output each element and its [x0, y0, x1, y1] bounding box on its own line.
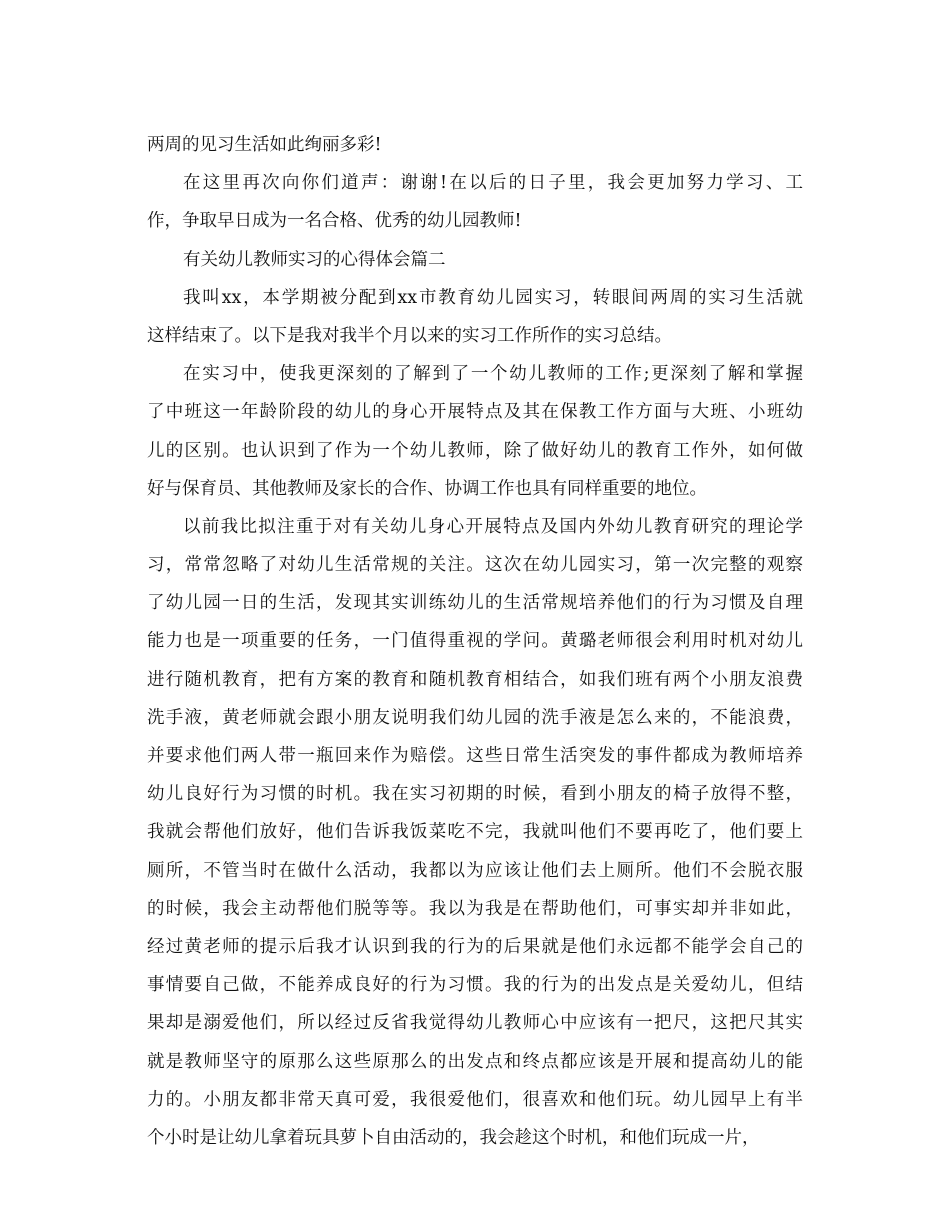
text-line: 厕所，不管当时在做什么活动，我都以为应该让他们去上厕所。他们不会脱衣服 — [147, 860, 803, 881]
paragraph — [147, 508, 803, 1157]
paragraph — [147, 241, 803, 279]
text-line: 进行随机教育，把有方案的教育和随机教育相结合，如我们班有两个小朋友浪费 — [147, 669, 803, 690]
text-line: 儿的区别。也认识到了作为一个幼儿教师，除了做好幼儿的教育工作外，如何做 — [147, 440, 803, 461]
text-line: 幼儿良好行为习惯的时机。我在实习初期的时候，看到小朋友的椅子放得不整， — [147, 784, 803, 805]
text-line: 洗手液，黄老师就会跟小朋友说明我们幼儿园的洗手液是怎么来的，不能浪费， — [147, 707, 803, 728]
text-line: 了幼儿园一日的生活，发现其实训练幼儿的生活常规培养他们的行为习惯及自理 — [147, 593, 803, 614]
text-line: 在这里再次向你们道声：谢谢!在以后的日子里，我会更加努力学习、工 — [183, 173, 803, 194]
paragraph — [147, 279, 803, 355]
text-line: 就是教师坚守的原那么这些原那么的出发点和终点都应该是开展和提高幼儿的能 — [147, 1051, 803, 1072]
text-line: 在实习中，使我更深刻的了解到了一个幼儿教师的工作;更深刻了解和掌握 — [183, 364, 803, 385]
text-line: 果却是溺爱他们，所以经过反省我觉得幼儿教师心中应该有一把尺，这把尺其实 — [147, 1013, 803, 1034]
text-line: 两周的见习生活如此绚丽多彩! — [147, 135, 382, 155]
text-line: 个小时是让幼儿拿着玩具萝卜自由活动的，我会趁这个时机，和他们玩成一片， — [147, 1127, 760, 1148]
text-line: 好与保育员、其他教师及家长的合作、协调工作也具有同样重要的地位。 — [147, 478, 707, 499]
text-line: 作，争取早日成为一名合格、优秀的幼儿园教师! — [147, 211, 522, 232]
text-line: 能力也是一项重要的任务，一门值得重视的学问。黄璐老师很会利用时机对幼儿 — [147, 631, 803, 652]
text-line: 我就会帮他们放好，他们告诉我饭菜吃不完，我就叫他们不要再吃了，他们要上 — [147, 822, 803, 843]
text-line: 习，常常忽略了对幼儿生活常规的关注。这次在幼儿园实习，第一次完整的观察 — [147, 555, 803, 576]
document-body — [147, 126, 803, 1157]
text-line: 了中班这一年龄阶段的幼儿的身心开展特点及其在保教工作方面与大班、小班幼 — [147, 402, 803, 423]
paragraph — [147, 126, 803, 164]
text-line: 并要求他们两人带一瓶回来作为赔偿。这些日常生活突发的事件都成为教师培养 — [147, 746, 803, 766]
text-line: 力的。小朋友都非常天真可爱，我很爱他们，很喜欢和他们玩。幼儿园早上有半 — [147, 1089, 803, 1110]
text-line: 我叫xx，本学期被分配到xx市教育幼儿园实习，转眼间两周的实习生活就 — [183, 287, 803, 308]
text-line: 有关幼儿教师实习的心得体会篇二 — [183, 249, 446, 270]
paragraph — [147, 164, 803, 240]
text-line: 事情要自己做，不能养成良好的行为习惯。我的行为的出发点是关爱幼儿，但结 — [147, 975, 803, 996]
text-line: 以前我比拟注重于对有关幼儿身心开展特点及国内外幼儿教育研究的理论学 — [183, 516, 803, 537]
text-line: 经过黄老师的提示后我才认识到我的行为的后果就是他们永远都不能学会自己的 — [147, 936, 803, 957]
paragraph — [147, 355, 803, 508]
text-line: 的时候，我会主动帮他们脱等等。我以为我是在帮助他们，可事实却并非如此， — [147, 898, 803, 919]
text-line: 这样结束了。以下是我对我半个月以来的实习工作所作的实习总结。 — [147, 325, 672, 346]
